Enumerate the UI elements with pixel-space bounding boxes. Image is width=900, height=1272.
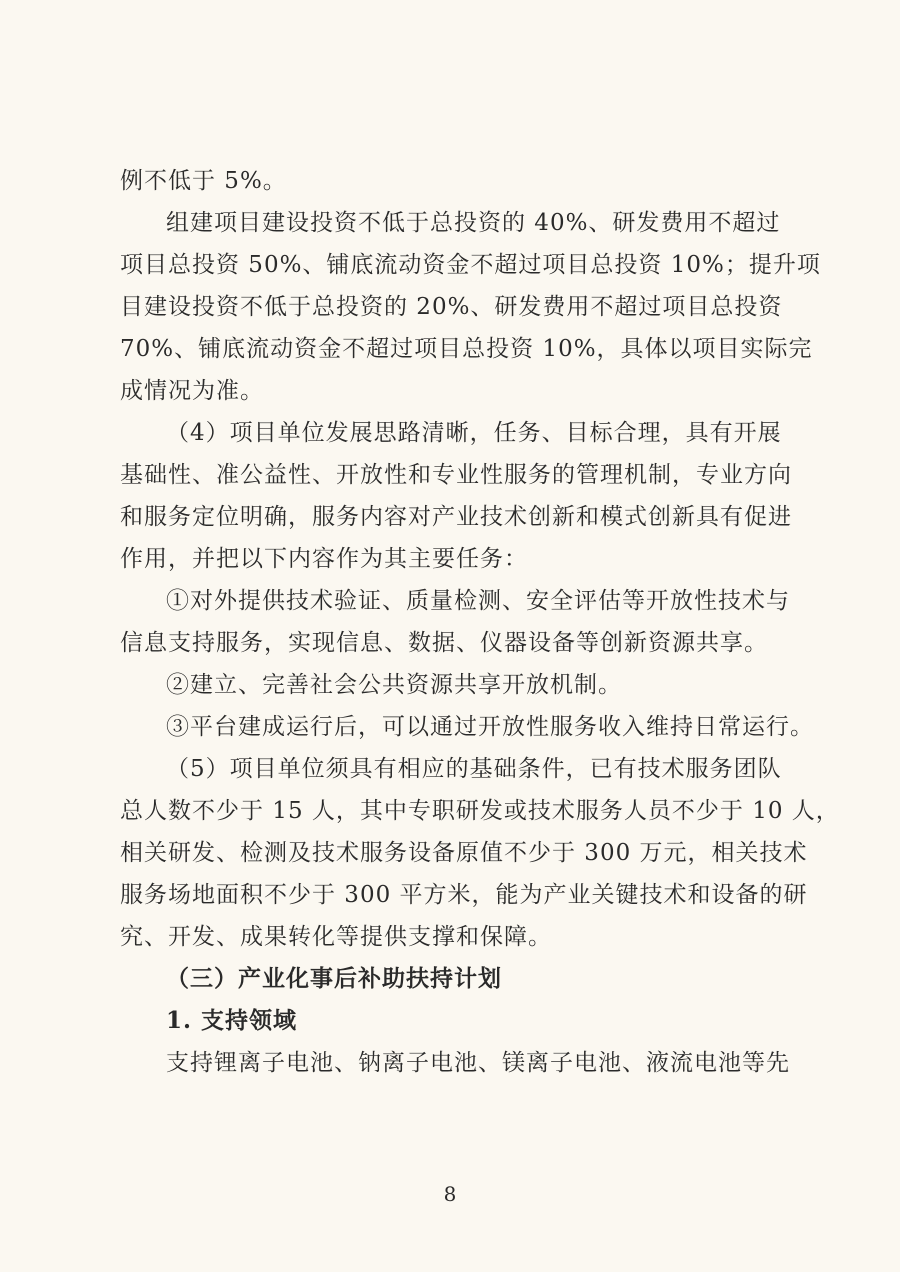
body-text-line: 支持锂离子电池、钠离子电池、镁离子电池、液流电池等先	[166, 1050, 790, 1076]
body-text-line: ②建立、完善社会公共资源共享开放机制。	[166, 672, 622, 698]
body-text-line: 总人数不少于 15 人，其中专职研发或技术服务人员不少于 10 人，	[120, 798, 840, 824]
body-text-line: 70%、铺底流动资金不超过项目总投资 10%，具体以项目实际完	[120, 336, 813, 362]
body-text-line: 和服务定位明确，服务内容对产业技术创新和模式创新具有促进	[120, 504, 792, 530]
body-text-line: （4）项目单位发展思路清晰，任务、目标合理，具有开展	[166, 420, 782, 446]
body-text-line: （5）项目单位须具有相应的基础条件，已有技术服务团队	[166, 756, 782, 782]
body-text-line: 究、开发、成果转化等提供支撑和保障。	[120, 924, 552, 950]
body-text-line: 项目总投资 50%、铺底流动资金不超过项目总投资 10%；提升项	[120, 252, 821, 278]
body-text-line: 作用，并把以下内容作为其主要任务：	[120, 546, 528, 572]
body-text-line: 信息支持服务，实现信息、数据、仪器设备等创新资源共享。	[120, 630, 768, 656]
body-text-line: 目建设投资不低于总投资的 20%、研发费用不超过项目总投资	[120, 294, 783, 320]
body-text-line: 服务场地面积不少于 300 平方米，能为产业关键技术和设备的研	[120, 882, 808, 908]
document-body	[120, 160, 840, 1084]
body-text-line: 基础性、准公益性、开放性和专业性服务的管理机制，专业方向	[120, 462, 792, 488]
section-heading-line: （三）产业化事后补助扶持计划	[166, 965, 502, 992]
body-text-line: 相关研发、检测及技术服务设备原值不少于 300 万元，相关技术	[120, 840, 808, 866]
page-number: 8	[443, 1182, 457, 1206]
body-text-line: ③平台建成运行后，可以通过开放性服务收入维持日常运行。	[166, 714, 814, 740]
body-text-line: 例不低于 5%。	[120, 168, 287, 194]
body-text-line: 成情况为准。	[120, 378, 264, 404]
body-text-line: ①对外提供技术验证、质量检测、安全评估等开放性技术与	[166, 588, 790, 614]
body-text-line: 组建项目建设投资不低于总投资的 40%、研发费用不超过	[166, 210, 781, 236]
section-heading-line: 1. 支持领域	[166, 1007, 298, 1034]
